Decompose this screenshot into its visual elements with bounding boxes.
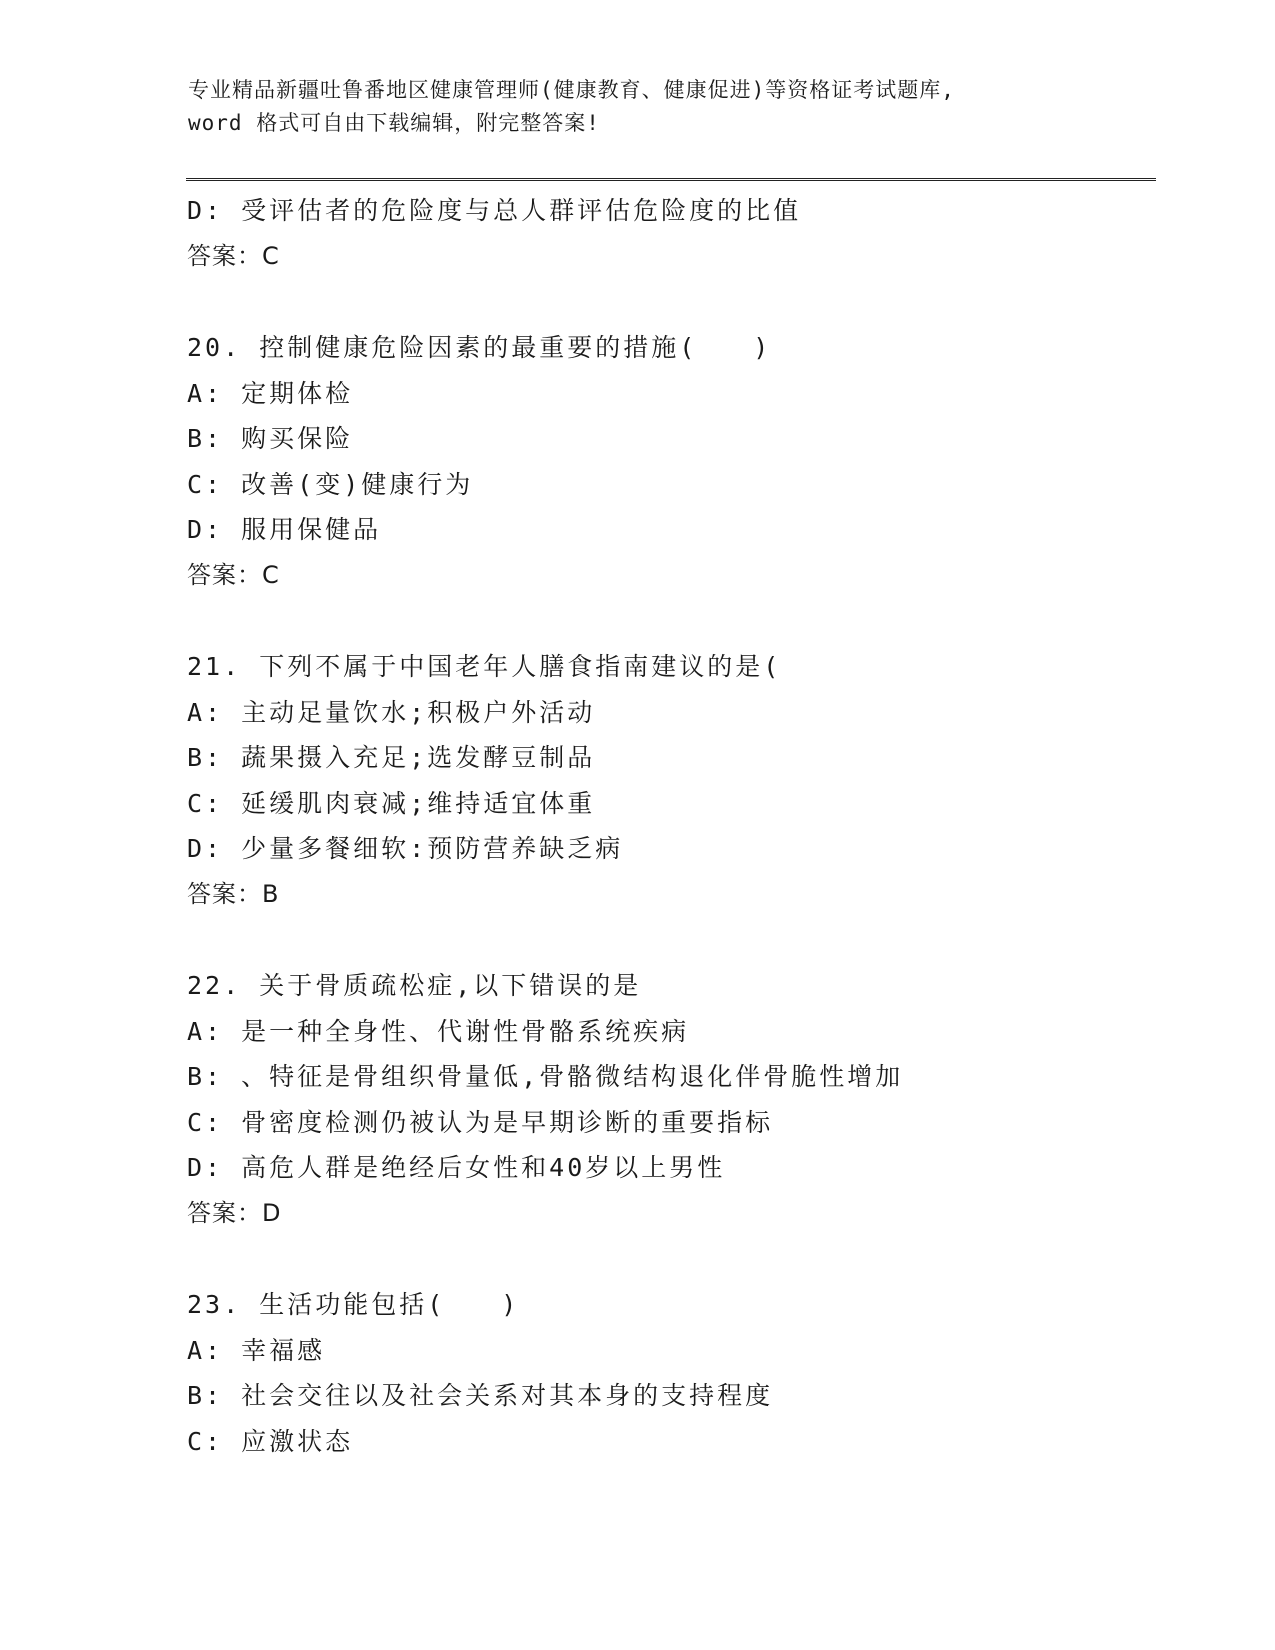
option-b: B: 蔬果摄入充足;选发酵豆制品 — [187, 743, 596, 772]
question-22 — [187, 963, 1167, 1236]
question-stem: 22. 关于骨质疏松症,以下错误的是 — [187, 971, 642, 1000]
question-stem: 21. 下列不属于中国老年人膳食指南建议的是( — [187, 652, 782, 681]
answer: 答案：D — [187, 1198, 282, 1227]
question-23 — [187, 1282, 1167, 1464]
option-b: B: 、特征是骨组织骨量低,骨骼微结构退化伴骨脆性增加 — [187, 1062, 904, 1091]
header-line-1: 专业精品新疆吐鲁番地区健康管理师(健康教育、健康促进)等资格证考试题库, — [188, 78, 955, 102]
option-a: A: 主动足量饮水;积极户外活动 — [187, 697, 596, 727]
question-stem: 20. 控制健康危险因素的最重要的措施( ) — [187, 333, 772, 362]
option-a: A: 幸福感 — [187, 1335, 326, 1365]
option-c: C: 骨密度检测仍被认为是早期诊断的重要指标 — [187, 1107, 774, 1137]
question-stem: 23. 生活功能包括( ) — [187, 1290, 520, 1319]
question-20 — [187, 325, 1167, 598]
header-divider — [186, 178, 1156, 181]
option-c: C: 改善(变)健康行为 — [187, 469, 474, 499]
header-line-2: word 格式可自由下载编辑，附完整答案! — [188, 111, 600, 135]
option-d: D: 服用保健品 — [187, 515, 382, 544]
question-21 — [187, 644, 1167, 917]
option-c: C: 应激状态 — [187, 1426, 354, 1456]
question-list — [187, 188, 1167, 1464]
answer: 答案：C — [187, 560, 280, 589]
option-d: D: 高危人群是绝经后女性和40岁以上男性 — [187, 1153, 726, 1182]
prev-option-d: D: 受评估者的危险度与总人群评估危险度的比值 — [187, 196, 802, 225]
option-b: B: 社会交往以及社会关系对其本身的支持程度 — [187, 1381, 774, 1410]
option-b: B: 购买保险 — [187, 424, 354, 453]
document-header — [188, 74, 1088, 140]
option-a: A: 是一种全身性、代谢性骨骼系统疾病 — [187, 1016, 690, 1046]
option-c: C: 延缓肌肉衰减;维持适宜体重 — [187, 788, 596, 818]
prev-answer: 答案：C — [187, 241, 280, 270]
option-a: A: 定期体检 — [187, 378, 354, 408]
option-d: D: 少量多餐细软:预防营养缺乏病 — [187, 834, 624, 863]
answer: 答案：B — [187, 879, 280, 908]
